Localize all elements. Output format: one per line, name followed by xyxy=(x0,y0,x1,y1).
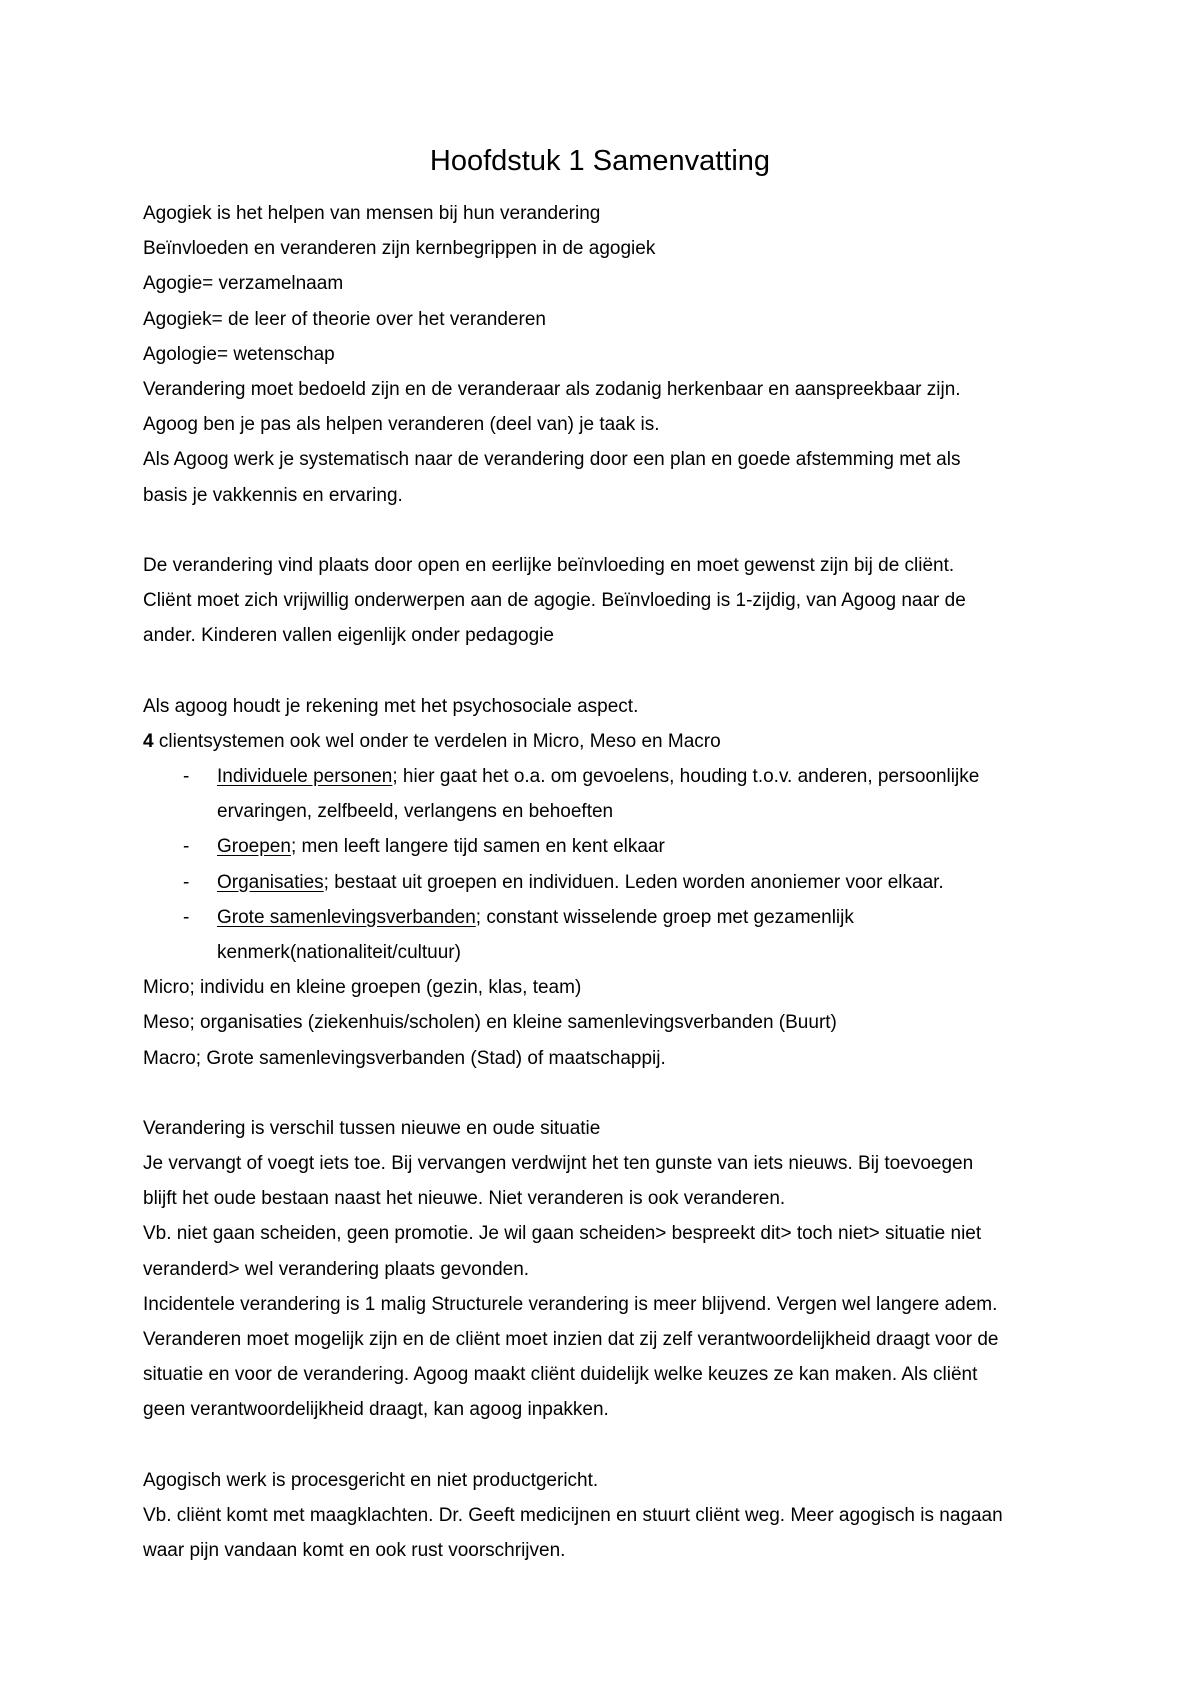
list-item xyxy=(143,759,1083,794)
underlined-term: Organisaties xyxy=(217,871,324,893)
text-line: Macro; Grote samenlevingsverbanden (Stad) of maatschappij. xyxy=(143,1047,666,1069)
paragraph-intro xyxy=(143,196,1083,513)
underlined-term: Grote samenlevingsverbanden xyxy=(217,906,476,928)
list-item xyxy=(143,865,1083,900)
text-line: Agogiek= de leer of theorie over het veranderen xyxy=(143,308,546,330)
dash-bullet: - xyxy=(183,836,190,858)
underlined-term: Groepen xyxy=(217,836,291,858)
text-line: situatie en voor de verandering. Agoog maakt cliënt duidelijk welke keuzes ze kan maken. Als cliënt xyxy=(143,1364,978,1386)
text-line: ander. Kinderen vallen eigenlijk onder pedagogie xyxy=(143,625,554,647)
text-line: De verandering vind plaats door open en eerlijke beïnvloeding en moet gewenst zijn bij de cliënt. xyxy=(143,554,955,576)
text-span: ; men leeft langere tijd samen en kent elkaar xyxy=(290,836,665,858)
dash-bullet: - xyxy=(183,871,190,893)
text-line: Agogisch werk is procesgericht en niet productgericht. xyxy=(143,1469,599,1491)
text-span: ; bestaat uit groepen en individuen. Leden worden anoniemer voor elkaar. xyxy=(323,871,944,893)
paragraph-gap xyxy=(143,653,1083,688)
text-span: ; constant wisselende groep met gezamenlijk xyxy=(475,906,854,928)
text-line: Cliënt moet zich vrijwillig onderwerpen aan de agogie. Beïnvloeding is 1-zijdig, van Agoog naar de xyxy=(143,590,966,612)
text-span: ; hier gaat het o.a. om gevoelens, houding t.o.v. anderen, persoonlijke xyxy=(392,766,980,787)
text-line: blijft het oude bestaan naast het nieuwe. Niet veranderen is ook veranderen. xyxy=(143,1188,786,1210)
paragraph-change xyxy=(143,1111,1083,1428)
text-line: Als agoog houdt je rekening met het psychosociale aspect. xyxy=(143,695,639,717)
bold-number: 4 xyxy=(143,730,154,752)
paragraph-process xyxy=(143,1463,1083,1569)
text-line: Agogie= verzamelnaam xyxy=(143,273,344,295)
text-line: Verandering moet bedoeld zijn en de veranderaar als zodanig herkenbaar en aanspreekbaar zijn. xyxy=(143,378,961,400)
dash-bullet: - xyxy=(183,766,190,787)
text-line: Je vervangt of voegt iets toe. Bij vervangen verdwijnt het ten gunste van iets nieuws. Bij toevoegen xyxy=(143,1153,974,1175)
dash-bullet: - xyxy=(183,906,190,928)
text-line: Verandering is verschil tussen nieuwe en oude situatie xyxy=(143,1117,601,1139)
list-item xyxy=(143,829,1083,864)
paragraph-influence xyxy=(143,548,1083,654)
text-line: Vb. niet gaan scheiden, geen promotie. Je wil gaan scheiden> bespreekt dit> toch niet> situatie niet xyxy=(143,1223,982,1245)
list-item-continuation: ervaringen, zelfbeeld, verlangens en behoeften xyxy=(217,801,614,823)
text-line: Agogiek is het helpen van mensen bij hun verandering xyxy=(143,203,601,224)
paragraph-gap xyxy=(143,513,1083,548)
text-line: geen verantwoordelijkheid draagt, kan agoog inpakken. xyxy=(143,1399,609,1421)
text-line: Vb. cliënt komt met maagklachten. Dr. Geeft medicijnen en stuurt cliënt weg. Meer agogisch is nagaan xyxy=(143,1504,1003,1526)
document-body xyxy=(143,196,1083,1568)
text-line: Micro; individu en kleine groepen (gezin, klas, team) xyxy=(143,977,582,999)
page-title: Hoofdstuk 1 Samenvatting xyxy=(429,145,771,177)
paragraph-client-systems xyxy=(143,689,1083,1076)
text-line: Incidentele verandering is 1 malig Structurele verandering is meer blijvend. Vergen wel langere adem. xyxy=(143,1293,998,1315)
underlined-term: Individuele personen xyxy=(217,766,393,787)
text-line: Meso; organisaties (ziekenhuis/scholen) en kleine samenlevingsverbanden (Buurt) xyxy=(143,1012,837,1034)
text-line: Als Agoog werk je systematisch naar de verandering door een plan en goede afstemming met als xyxy=(143,449,961,471)
text-line: Veranderen moet mogelijk zijn en de cliënt moet inzien dat zij zelf verantwoordelijkheid draagt voor de xyxy=(143,1329,999,1350)
list-item xyxy=(143,900,1083,935)
text-line: veranderd> wel verandering plaats gevonden. xyxy=(143,1258,530,1280)
text-line: basis je vakkennis en ervaring. xyxy=(143,484,403,506)
paragraph-gap xyxy=(143,1428,1083,1463)
text-line: waar pijn vandaan komt en ook rust voorschrijven. xyxy=(143,1540,566,1562)
text-line: Agologie= wetenschap xyxy=(143,343,335,365)
text-span: clientsystemen ook wel onder te verdelen in Micro, Meso en Macro xyxy=(153,730,721,752)
text-line: Beïnvloeden en veranderen zijn kernbegrippen in de agogiek xyxy=(143,238,656,260)
paragraph-gap xyxy=(143,1076,1083,1111)
text-line xyxy=(143,724,1083,759)
text-line: Agoog ben je pas als helpen veranderen (deel van) je taak is. xyxy=(143,414,660,436)
list-item-continuation: kenmerk(nationaliteit/cultuur) xyxy=(217,941,461,963)
